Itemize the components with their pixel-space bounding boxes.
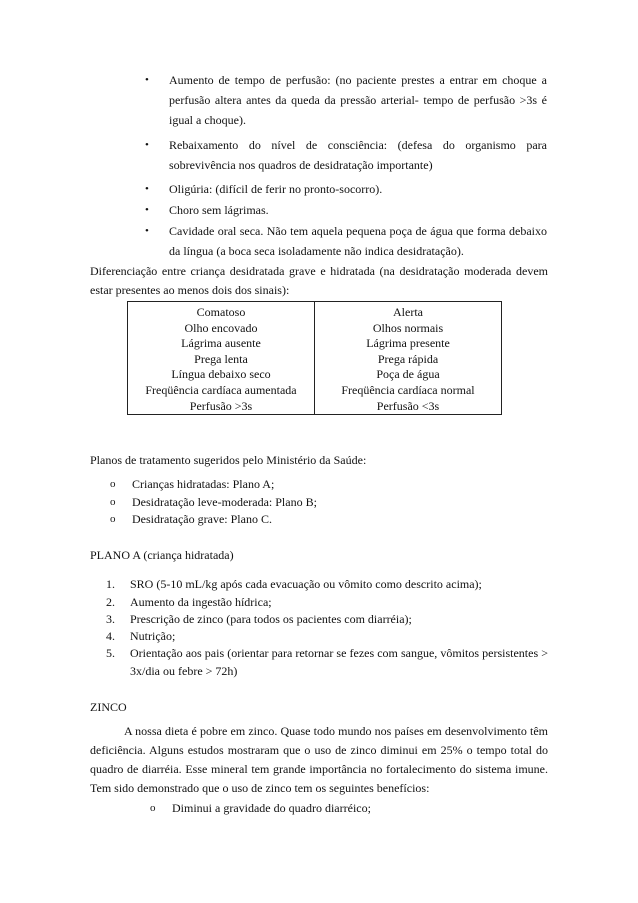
table-cell: Comatoso (196, 305, 246, 319)
circle-bullet-icon: o (110, 478, 116, 490)
item-text: Nutrição; (130, 629, 176, 643)
bullet-icon: • (145, 74, 149, 86)
item-number: 2. (106, 595, 115, 609)
bullet-icon: • (145, 183, 149, 195)
item-text: Aumento da ingestão hídrica; (130, 595, 272, 609)
table-cell: Freqüência cardíaca normal (341, 382, 475, 397)
table-column-severe (128, 302, 314, 414)
table-cell: Alerta (393, 305, 423, 319)
bullet-text: Choro sem lágrimas. (169, 203, 269, 217)
table-cell: Lágrima ausente (181, 336, 261, 351)
circle-bullet-icon: o (150, 802, 156, 814)
table-cell: Poça de água (376, 367, 440, 382)
list-item-text: Diminui a gravidade do quadro diarréico; (172, 801, 371, 815)
table-cell: Lágrima presente (366, 336, 450, 351)
table-cell: Perfusão <3s (376, 398, 440, 413)
bullet-item (145, 200, 547, 220)
table-cell: Olho encovado (184, 320, 258, 335)
item-number: 3. (106, 612, 115, 626)
numbered-item (106, 644, 548, 680)
bullet-icon: • (145, 225, 149, 237)
list-item-text: Desidratação leve-moderada: Plano B; (132, 495, 317, 509)
table-cell: Prega rápida (377, 351, 439, 366)
list-item-text: Desidratação grave: Plano C. (132, 512, 272, 526)
table-cell: Língua debaixo seco (171, 367, 271, 382)
differentiation-paragraph: Diferenciação entre criança desidratada grave e hidratada (na desidratação moderada devem estar presentes ao menos dois dos sinais): (90, 264, 548, 297)
circle-bullet-icon: o (110, 496, 116, 508)
numbered-item (106, 610, 548, 628)
plan-a-title: PLANO A (criança hidratada) (90, 548, 234, 562)
table-cell: Freqüência cardíaca aumentada (145, 382, 297, 397)
list-item (150, 799, 371, 817)
item-number: 4. (106, 629, 115, 643)
bullet-text: Rebaixamento do nível de consciência: (defesa do organismo para sobrevivência nos quadros de desidratação importante) (169, 138, 547, 172)
zinc-title: ZINCO (90, 700, 127, 714)
bullet-item (145, 135, 547, 175)
bullet-item (145, 221, 547, 261)
item-number: 5. (106, 646, 115, 660)
plans-title: Planos de tratamento sugeridos pelo Ministério da Saúde: (90, 453, 367, 467)
item-number: 1. (106, 577, 115, 591)
zinc-paragraph: A nossa dieta é pobre em zinco. Quase todo mundo nos países em desenvolvimento têm deficiência. Alguns estudos mostraram que o uso de zinco diminui em 25% o tempo total do quadro de diarréia. Esse mineral tem grande importância no fortalecimento do sistema imune. Tem sido demonstrado que o uso de zinco tem os seguintes benefícios: (90, 724, 548, 795)
table-column-hydrated (314, 302, 501, 414)
table-cell: Olhos normais (372, 320, 444, 335)
item-text: Prescrição de zinco (para todos os pacientes com diarréia); (130, 612, 412, 626)
list-item (110, 510, 272, 528)
circle-bullet-icon: o (110, 513, 116, 525)
numbered-item (106, 627, 548, 645)
item-text: SRO (5-10 mL/kg após cada evacuação ou vômito como descrito acima); (130, 577, 482, 591)
numbered-item (106, 593, 548, 611)
bullet-item (145, 70, 547, 130)
item-text: Orientação aos pais (orientar para retornar se fezes com sangue, vômitos persistentes > 3x/dia ou febre > 72h) (130, 646, 548, 678)
bullet-icon: • (145, 204, 149, 216)
bullet-text: Cavidade oral seca. Não tem aquela pequena poça de água que forma debaixo da língua (a boca seca isoladamente não indica desidratação). (169, 224, 547, 258)
bullet-text: Oligúria: (difícil de ferir no pronto-socorro). (169, 182, 383, 196)
numbered-item (106, 575, 548, 593)
list-item (110, 493, 317, 511)
list-item-text: Crianças hidratadas: Plano A; (132, 477, 275, 491)
comparison-table (127, 301, 502, 415)
bullet-icon: • (145, 139, 149, 151)
bullet-text: Aumento de tempo de perfusão: (no paciente prestes a entrar em choque a perfusão altera antes da queda da pressão arterial- tempo de perfusão >3s é igual a choque). (169, 73, 547, 127)
bullet-item (145, 179, 547, 199)
list-item (110, 475, 274, 493)
table-cell: Prega lenta (194, 351, 248, 366)
table-cell: Perfusão >3s (189, 398, 253, 413)
